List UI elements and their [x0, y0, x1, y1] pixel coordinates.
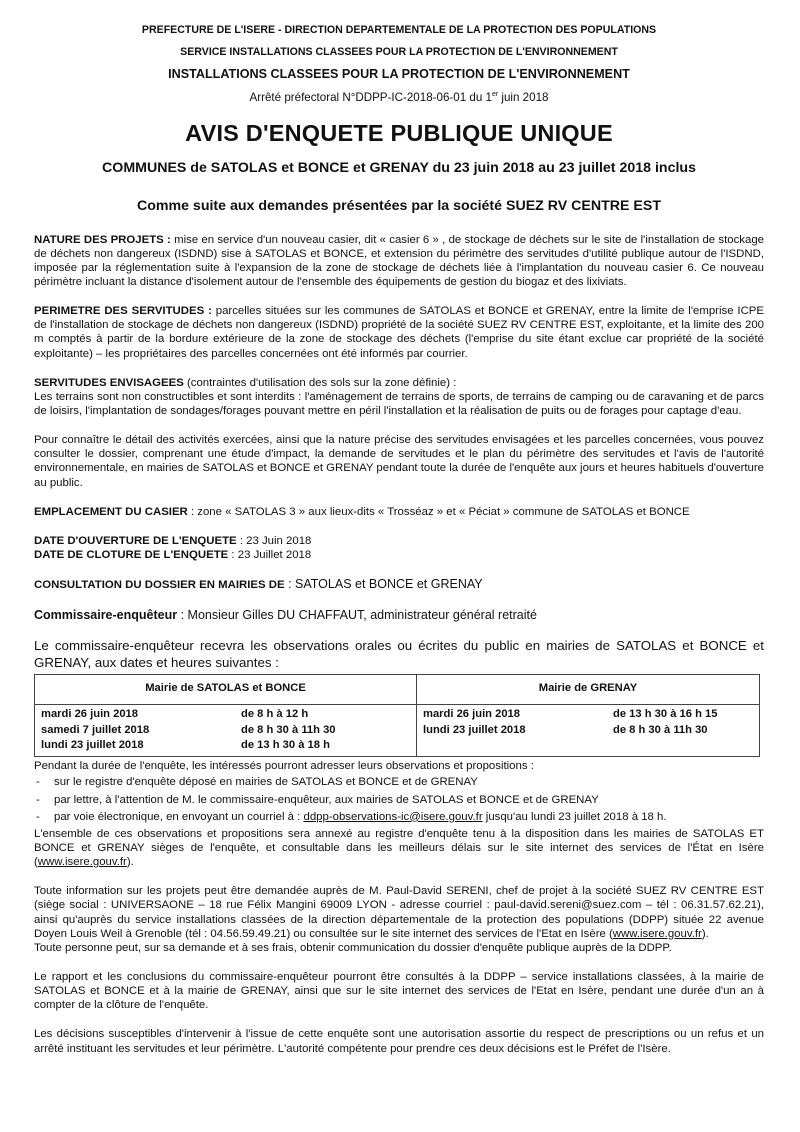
table-row: de 13 h 30 à 18 h [241, 739, 330, 752]
page-title: AVIS D'ENQUETE PUBLIQUE UNIQUE [185, 120, 613, 147]
servitudes-heading: SERVITUDES ENVISAGEES (contraintes d'utilisation des sols sur la zone définie) : [34, 376, 457, 389]
table-row: samedi 7 juillet 2018 [41, 723, 150, 736]
header-icpe: INSTALLATIONS CLASSEES POUR LA PROTECTION DE L'ENVIRONNEMENT [168, 67, 630, 82]
table-row: lundi 23 juillet 2018 [423, 723, 526, 736]
nature-label: NATURE DES PROJETS : [34, 233, 171, 246]
nature-section [34, 233, 764, 290]
rapport-paragraph: Le rapport et les conclusions du commissaire-enquêteur pourront être consultés à la DDPP – service installations classées, à la mairie de SATOLAS et BONCE et à la mairie de GRENAY, ainsi que sur le site internet des services de l'Etat en Isère, pendant une durée d'un an à compter de la clôture de l'enquête. [34, 970, 764, 1012]
company-subtitle: Comme suite aux demandes présentées par la société SUEZ RV CENTRE EST [136, 197, 662, 214]
date-ouverture: DATE D'OUVERTURE DE L'ENQUETE : 23 Juin 2018 [34, 534, 312, 547]
servitudes-text: Les terrains sont non constructibles et sont interdits : l'aménagement de terrains de sports, de terrains de camping ou de caravaning et de parcs de loisirs, l'implantation de sondages/forages pouvant mettre en péril l'installation et la réalisation de puits ou de forages pour captage d'eau. [34, 390, 764, 417]
permanences-intro: Le commissaire-enquêteur recevra les observations orales ou écrites du public en mairies de SATOLAS et BONCE et GRENAY, aux dates et heures suivantes : [34, 638, 764, 670]
header-service: SERVICE INSTALLATIONS CLASSEES POUR LA PROTECTION DE L'ENVIRONNEMENT [180, 46, 618, 59]
date-cloture: DATE DE CLOTURE DE L'ENQUETE : 23 Juillet 2018 [34, 548, 312, 561]
decisions-paragraph: Les décisions susceptibles d'intervenir à l'issue de cette enquête sont une autorisation assortie du respect de prescriptions ou un refus et un arrêté instituant les servitudes et leur périmètre. L'autorité compétente pour prendre ces deux décisions est le Préfet de l'Isère. [34, 1028, 764, 1055]
observations-email-link[interactable]: ddpp-observations-ic@isere.gouv.fr [303, 810, 483, 823]
table-row: de 8 h 30 à 11h 30 [241, 723, 336, 736]
table-row: de 8 h 30 à 11h 30 [613, 723, 708, 736]
table-row: de 13 h 30 à 16 h 15 [613, 707, 718, 720]
perimetre-section [34, 304, 764, 361]
nature-text: mise en service d'un nouveau casier, dit « casier 6 » , de stockage de déchets sur le site de l'installation de stockage de déchets non dangereux (ISDND) sise à SATOLAS et BONCE, et extension du périmètre des servitudes d'utilité publique autour de l'ISDND, imposée par la réglementation suite à l'expansion de la zone de stockage de déchets liée à l'implantation du nouveau casier 6. Ce nouveau périmètre incluant la distance d'isolement autour de l'ensemble des équipements de gestion du biogaz et des lixiviats. [34, 233, 764, 288]
observations-list [34, 775, 764, 823]
commissaire-section: Commissaire-enquêteur : Monsieur Gilles DU CHAFFAUT, administrateur général retraité [34, 607, 537, 622]
grenay-schedule [417, 704, 760, 757]
notice-page [34, 24, 764, 1056]
info-paragraph: Toute information sur les projets peut être demandée auprès de M. Paul-David SERENI, chef de projet à la société SUEZ RV CENTRE EST (siège social : UNIVERSAONE – 18 rue Félix Mangini 69009 LYON - adresse courriel : paul-david.sereni@suez.com – tél : 06.31.57.62.21), ainsi qu'auprès du service installations classées de la direction départementale de la protection des populations (DDPP) située 22 avenue Doyen Louis Weil à Grenoble (tél : 04.56.59.49.21) ou consultée sur le site internet des services de l'Etat en Isère (www.isere.gouv.fr). [34, 885, 764, 940]
perimetre-text: parcelles situées sur les communes de SATOLAS et BONCE et GRENAY, entre la limite de l'emprise ICPE de l'installation de stockage de déchets non dangereux (ISDND) propriété de la société SUEZ RV CENTRE EST, exploitante, et la limite des 200 m comptés à partir de la bordure extérieure de la zone de stockage des déchets (l'emprise du site étant exclue car propriété de la société exploitante) – les propriétaires des parcelles concernées ont été informés par courrier. [34, 305, 764, 360]
table-header-satolas: Mairie de SATOLAS et BONCE [35, 674, 417, 704]
observations-intro: Pendant la durée de l'enquête, les intéressés pourront adresser leurs observations et propositions : [34, 760, 534, 773]
emplacement-section: EMPLACEMENT DU CASIER : zone « SATOLAS 3 » aux lieux-dits « Trosséaz » et « Péciat » commune de SATOLAS et BONCE [34, 505, 690, 518]
communication-paragraph: Toute personne peut, sur sa demande et à ses frais, obtenir communication du dossier d'enquête publique auprès de la DDPP. [34, 941, 672, 954]
satolas-schedule [35, 704, 417, 757]
table-row: lundi 23 juillet 2018 [41, 739, 144, 752]
permanences-table [34, 674, 760, 758]
isere-website-link-2[interactable]: www.isere.gouv.fr [612, 927, 702, 940]
table-row: mardi 26 juin 2018 [423, 707, 521, 720]
header-prefecture: PREFECTURE DE L'ISERE - DIRECTION DEPARTEMENTALE DE LA PROTECTION DES POPULATIONS [141, 24, 657, 36]
arrete-reference: Arrêté préfectoral N°DDPP-IC-2018-06-01 du 1er juin 2018 [249, 90, 549, 104]
table-row: de 8 h à 12 h [241, 707, 309, 720]
list-item: - sur le registre d'enquête déposé en mairies de SATOLAS et BONCE et de GRENAY [34, 775, 764, 789]
detail-paragraph: Pour connaître le détail des activités exercées, ainsi que la nature précise des servitudes envisagées et les parcelles concernées, vous pouvez consulter le dossier, comprenant une étude d'impact, la demande de servitudes et le plan du périmètre des servitudes et l'avis de l'autorité environnementale, en mairies de SATOLAS et BONCE et GRENAY pendant toute la durée de l'enquête aux jours et heures habituels d'ouverture au public. [34, 434, 764, 489]
perimetre-label: PERIMETRE DES SERVITUDES : [34, 305, 212, 318]
table-row: mardi 26 juin 2018 [41, 707, 139, 720]
list-item: - par voie électronique, en envoyant un courriel à : ddpp-observations-ic@isere.gouv.fr jusqu'au lundi 23 juillet 2018 à 18 h. [34, 810, 764, 824]
annex-paragraph: L'ensemble de ces observations et propositions sera annexé au registre d'enquête tenu à la disposition dans les mairies de SATOLAS ET BONCE et GRENAY sièges de l'enquête, et consultable dans les meilleurs délais sur le site internet des services de l'État en Isère (www.isere.gouv.fr). [34, 827, 764, 869]
table-header-grenay: Mairie de GRENAY [417, 674, 760, 704]
communes-subtitle: COMMUNES de SATOLAS et BONCE et GRENAY du 23 juin 2018 au 23 juillet 2018 inclus [102, 160, 696, 177]
isere-website-link[interactable]: www.isere.gouv.fr [37, 856, 127, 869]
list-item: - par lettre, à l'attention de M. le commissaire-enquêteur, aux mairies de SATOLAS et BONCE et de GRENAY [34, 793, 764, 807]
consultation-section: CONSULTATION DU DOSSIER EN MAIRIES DE : SATOLAS et BONCE et GRENAY [34, 577, 483, 592]
